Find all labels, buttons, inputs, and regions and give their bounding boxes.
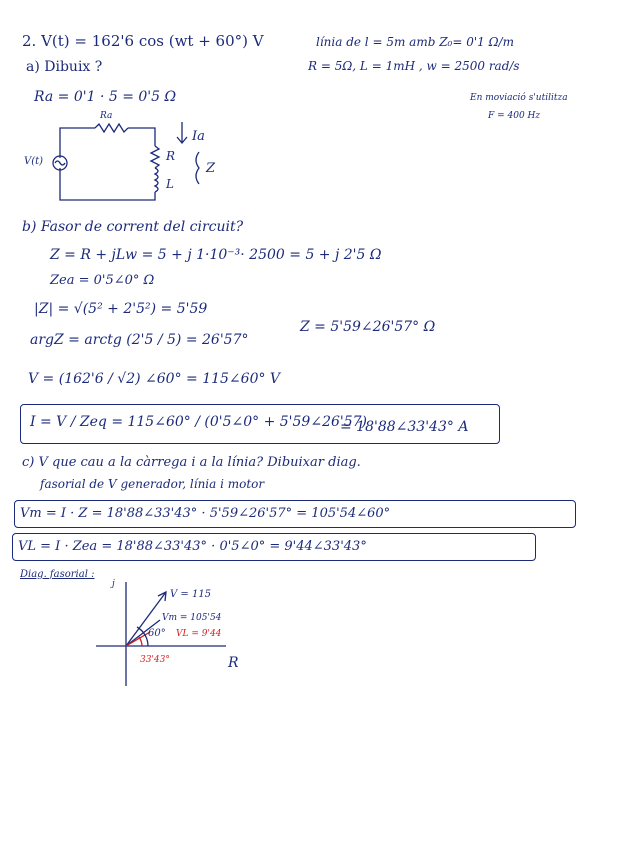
- source-label: V(t): [24, 156, 44, 167]
- part-a-title: a) Dibuix ?: [26, 59, 103, 75]
- vl-label: VL = 9'44: [176, 629, 222, 639]
- angle-60-label: 60°: [148, 628, 166, 639]
- diagram-title: Diag. fasorial :: [20, 569, 95, 580]
- circuit-params: R = 5Ω, L = 1mH , w = 2500 rad/s: [308, 59, 520, 73]
- ra-label: Ra: [100, 111, 113, 121]
- r-label: R: [166, 149, 176, 163]
- part-c-subtitle: fasorial de V generador, línia i motor: [40, 477, 265, 491]
- vm-equation: Vm = I · Z = 18'88∠33'43° · 5'59∠26'57° = 105'54∠60°: [20, 506, 391, 521]
- side-note: En moviació s'utilitza: [470, 93, 568, 103]
- vm-label: Vm = 105'54: [162, 613, 222, 623]
- v-label: V = 115: [170, 589, 212, 600]
- current-result: = 18'88∠33'43° A: [340, 419, 469, 435]
- j-axis-label: j: [112, 579, 115, 589]
- v-phasor-equation: V = (162'6 / √2) ∠60° = 115∠60° V: [28, 371, 281, 387]
- modulus-equation: |Z| = √(5² + 2'5²) = 5'59: [34, 301, 208, 317]
- part-b-title: b) Fasor de corrent del circuit?: [22, 219, 244, 235]
- ia-label: Ia: [192, 129, 205, 144]
- ra-equation: Ra = 0'1 · 5 = 0'5 Ω: [34, 89, 177, 105]
- side-note-frequency: F = 400 Hz: [488, 111, 541, 121]
- zea-equation: Zea = 0'5∠0° Ω: [50, 273, 155, 288]
- argument-equation: argZ = arctg (2'5 / 5) = 26'57°: [30, 332, 249, 348]
- z-result: Z = 5'59∠26'57° Ω: [300, 319, 436, 335]
- line-info: línia de l = 5m amb Z₀= 0'1 Ω/m: [316, 35, 514, 49]
- angle-33-label: 33'43°: [140, 655, 170, 665]
- vl-equation: VL = I · Zea = 18'88∠33'43° · 0'5∠0° = 9'44∠33'43°: [18, 539, 367, 554]
- part-c-title: c) V que cau a la càrrega i a la línia? Dibuixar diag.: [22, 455, 361, 470]
- r-axis-label: R: [228, 655, 239, 671]
- z-equation: Z = R + jLw = 5 + j 1·10⁻³· 2500 = 5 + j 2'5 Ω: [50, 247, 382, 263]
- l-label: L: [166, 177, 174, 191]
- z-label: Z: [206, 161, 216, 176]
- current-equation: I = V / Zeq = 115∠60° / (0'5∠0° + 5'59∠26'57): [30, 414, 368, 430]
- problem-header: 2. V(t) = 162'6 cos (wt + 60°) V: [22, 32, 264, 50]
